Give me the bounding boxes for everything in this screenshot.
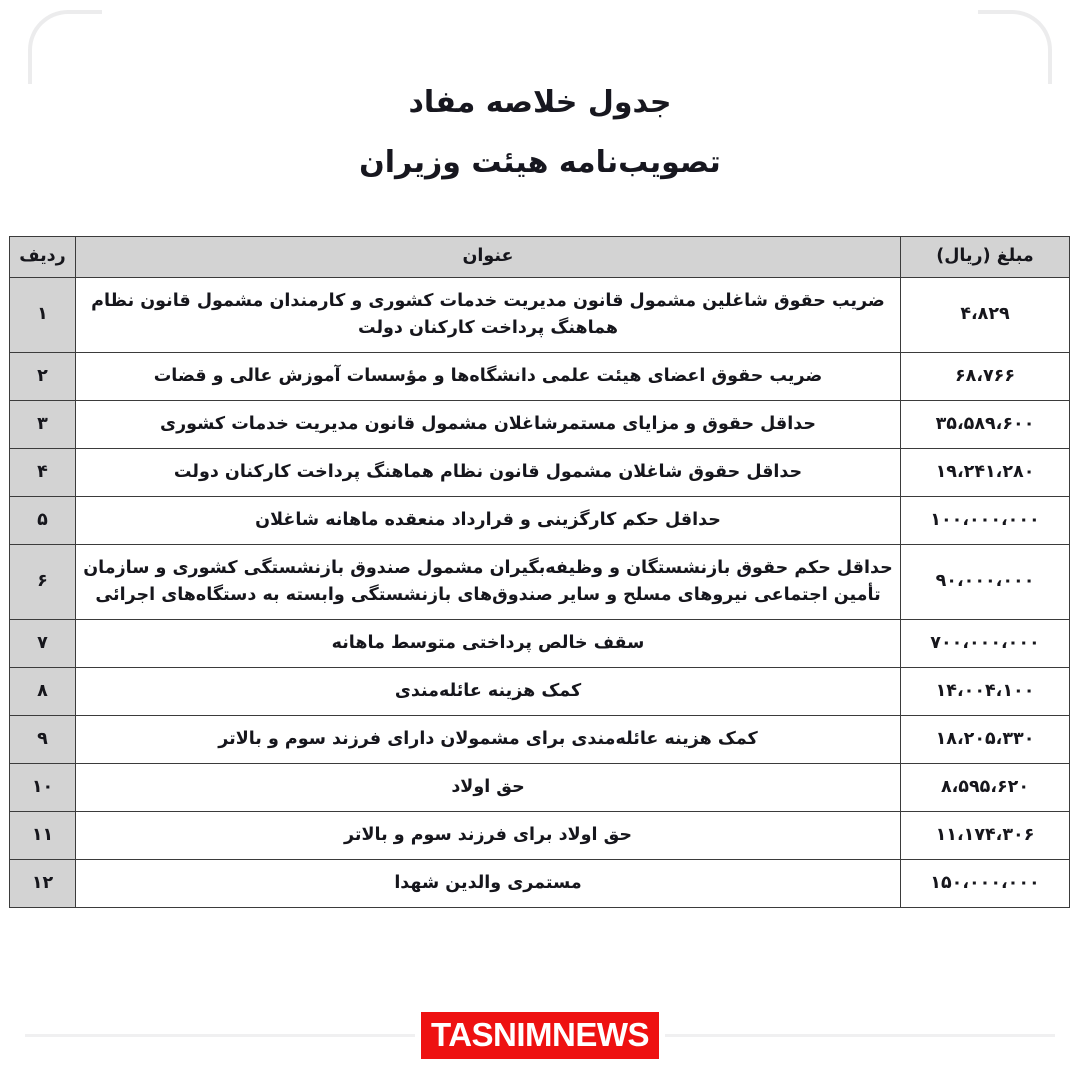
footer bbox=[0, 1012, 1080, 1058]
table-body bbox=[10, 278, 1070, 908]
table-row bbox=[10, 497, 1070, 545]
cell-row-no: ۱۲ bbox=[10, 860, 76, 908]
cell-row-no: ۷ bbox=[10, 620, 76, 668]
table-header-row bbox=[10, 237, 1070, 278]
table-row bbox=[10, 449, 1070, 497]
table-row bbox=[10, 812, 1070, 860]
cell-amount: ۱۱،۱۷۴،۳۰۶ bbox=[901, 812, 1070, 860]
cell-subject: حق اولاد bbox=[76, 764, 901, 812]
summary-table bbox=[9, 236, 1070, 908]
cell-subject: ضریب حقوق شاغلین مشمول قانون مدیریت خدمات کشوری و کارمندان مشمول قانون نظام هماهنگ پرداخت کارکنان دولت bbox=[76, 278, 901, 353]
page-title-line-2: تصویب‌نامه هیئت وزیران bbox=[359, 145, 721, 180]
cell-row-no: ۲ bbox=[10, 353, 76, 401]
cell-subject: سقف خالص پرداختی متوسط ماهانه bbox=[76, 620, 901, 668]
cell-subject: مستمری والدین شهدا bbox=[76, 860, 901, 908]
table-row bbox=[10, 764, 1070, 812]
cell-subject: ضریب حقوق اعضای هیئت علمی دانشگاه‌ها و مؤسسات آموزش عالی و قضات bbox=[76, 353, 901, 401]
table-row bbox=[10, 860, 1070, 908]
page-title-line-1: جدول خلاصه مفاد bbox=[408, 85, 672, 120]
cell-row-no: ۵ bbox=[10, 497, 76, 545]
table-row bbox=[10, 401, 1070, 449]
cell-row-no: ۳ bbox=[10, 401, 76, 449]
cell-subject: کمک هزینه عائله‌مندی bbox=[76, 668, 901, 716]
cell-amount: ۶۸،۷۶۶ bbox=[901, 353, 1070, 401]
cell-amount: ۱۵۰،۰۰۰،۰۰۰ bbox=[901, 860, 1070, 908]
cell-subject: حداقل حقوق و مزایای مستمرشاغلان مشمول قانون مدیریت خدمات کشوری bbox=[76, 401, 901, 449]
cell-amount: ۸،۵۹۵،۶۲۰ bbox=[901, 764, 1070, 812]
table-row bbox=[10, 716, 1070, 764]
cell-amount: ۱۰۰،۰۰۰،۰۰۰ bbox=[901, 497, 1070, 545]
cell-subject: حق اولاد برای فرزند سوم و بالاتر bbox=[76, 812, 901, 860]
table-header bbox=[10, 237, 1070, 278]
corner-arc-top-right-icon bbox=[978, 10, 1052, 84]
cell-row-no: ۹ bbox=[10, 716, 76, 764]
table-row bbox=[10, 668, 1070, 716]
table-row bbox=[10, 278, 1070, 353]
cell-amount: ۳۵،۵۸۹،۶۰۰ bbox=[901, 401, 1070, 449]
cell-row-no: ۴ bbox=[10, 449, 76, 497]
cell-amount: ۹۰،۰۰۰،۰۰۰ bbox=[901, 545, 1070, 620]
cell-subject: حداقل حکم حقوق بازنشستگان و وظیفه‌بگیران مشمول صندوق بازنشستگی کشوری و سازمان تأمین اجتماعی نیروهای مسلح و سایر صندوق‌های بازنشستگی وابسته به دستگاه‌های اجرائی bbox=[76, 545, 901, 620]
cell-amount: ۴،۸۲۹ bbox=[901, 278, 1070, 353]
cell-amount: ۱۴،۰۰۴،۱۰۰ bbox=[901, 668, 1070, 716]
table-row bbox=[10, 545, 1070, 620]
cell-row-no: ۱۱ bbox=[10, 812, 76, 860]
column-header-row-no: ردیف bbox=[10, 237, 76, 278]
table-row bbox=[10, 620, 1070, 668]
summary-table-container bbox=[10, 236, 1070, 908]
cell-amount: ۷۰۰،۰۰۰،۰۰۰ bbox=[901, 620, 1070, 668]
table-row bbox=[10, 353, 1070, 401]
column-header-subject: عنوان bbox=[76, 237, 901, 278]
cell-row-no: ۶ bbox=[10, 545, 76, 620]
cell-row-no: ۱ bbox=[10, 278, 76, 353]
cell-row-no: ۱۰ bbox=[10, 764, 76, 812]
cell-amount: ۱۹،۲۴۱،۲۸۰ bbox=[901, 449, 1070, 497]
footer-divider-left bbox=[25, 1034, 415, 1037]
page-title bbox=[0, 85, 1080, 180]
cell-subject: حداقل حقوق شاغلان مشمول قانون نظام هماهنگ پرداخت کارکنان دولت bbox=[76, 449, 901, 497]
tasnimnews-logo: TASNIMNEWS bbox=[421, 1012, 659, 1059]
cell-subject: حداقل حکم کارگزینی و قرارداد منعقده ماهانه شاغلان bbox=[76, 497, 901, 545]
cell-row-no: ۸ bbox=[10, 668, 76, 716]
cell-amount: ۱۸،۲۰۵،۳۳۰ bbox=[901, 716, 1070, 764]
cell-subject: کمک هزینه عائله‌مندی برای مشمولان دارای فرزند سوم و بالاتر bbox=[76, 716, 901, 764]
column-header-amount: مبلغ (ریال) bbox=[901, 237, 1070, 278]
corner-arc-top-left-icon bbox=[28, 10, 102, 84]
footer-divider-right bbox=[665, 1034, 1055, 1037]
